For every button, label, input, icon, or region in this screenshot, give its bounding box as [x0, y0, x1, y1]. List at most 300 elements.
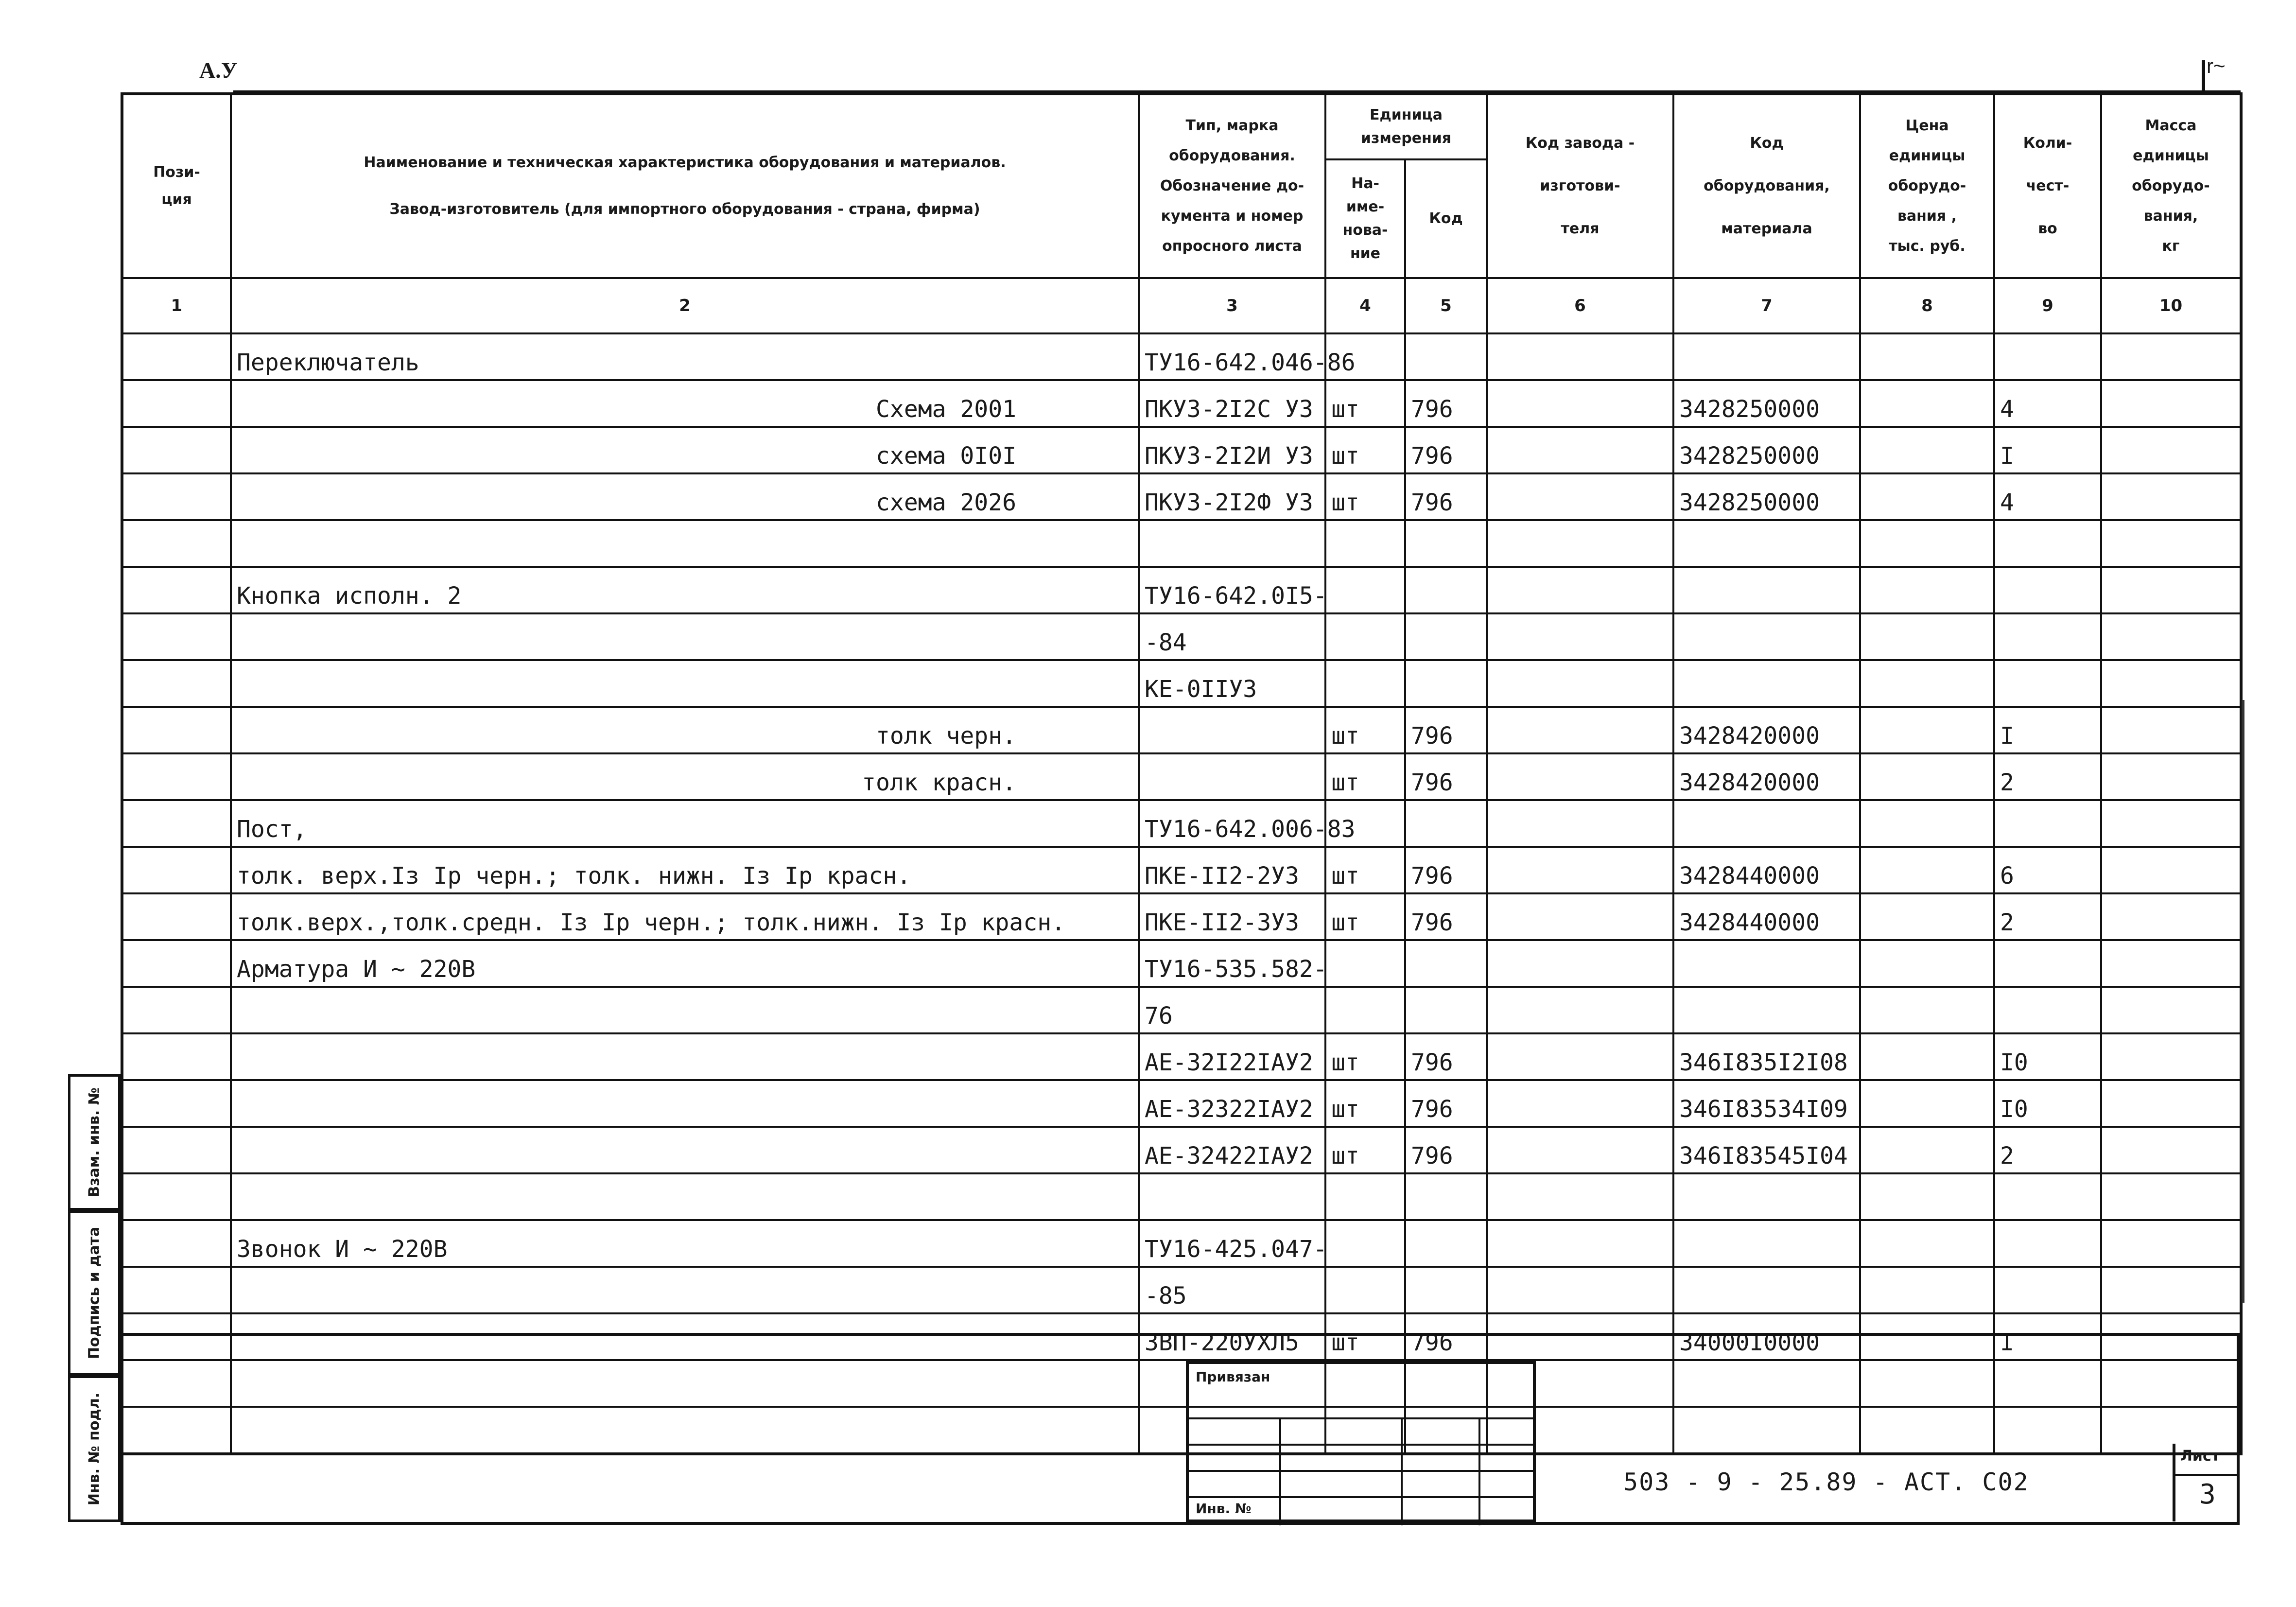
cell-equipment-code [1673, 800, 1860, 847]
cell-position [122, 707, 231, 753]
cell-name: толк.верх.,толк.средн. Iз Iр черн.; толк.нижн. Iз Iр красн. [231, 893, 1139, 940]
cell-price [1860, 1267, 1994, 1313]
cell-name [231, 1267, 1139, 1313]
header-factory-code: Код завода - изготови- теля [1487, 94, 1673, 278]
cell-price [1860, 613, 1994, 660]
cell-price [1860, 893, 1994, 940]
cell-factory-code [1487, 520, 1673, 567]
cell-unit: шт [1325, 707, 1405, 753]
stamp-line [1189, 1470, 1533, 1472]
table-row [122, 1267, 2241, 1313]
cell-price [1860, 987, 1994, 1033]
cell-name [231, 987, 1139, 1033]
cell-type: ТУ16-535.582- [1139, 940, 1325, 987]
cell-name: толк. верх.Iз Iр черн.; толк. нижн. Iз Iр красн. [231, 847, 1139, 893]
cell-quantity [1994, 567, 2101, 613]
cell-name [231, 520, 1139, 567]
cell-equipment-code: 3428250000 [1673, 473, 1860, 520]
cell-type: ТУ16-642.0I5- [1139, 567, 1325, 613]
cell-mass [2101, 753, 2241, 800]
cell-type: ПКЕ-II2-2УЗ [1139, 847, 1325, 893]
cell-factory-code [1487, 987, 1673, 1033]
cell-unit-code: 796 [1405, 847, 1487, 893]
cell-name: схема 0I0I [231, 427, 1139, 473]
table-row [122, 380, 2241, 427]
stamp-inventory-label: Инв. № [1196, 1501, 1252, 1517]
cell-equipment-code [1673, 1173, 1860, 1220]
cell-name [231, 1360, 1139, 1407]
table-row [122, 1313, 2241, 1360]
cell-type: -84 [1139, 613, 1325, 660]
cell-price [1860, 1033, 1994, 1080]
table-row [122, 847, 2241, 893]
cell-position [122, 333, 231, 380]
cell-mass [2101, 520, 2241, 567]
sheet-number: 3 [2199, 1479, 2216, 1510]
header-mass: Масса единицы оборудо- вания, кг [2101, 94, 2241, 278]
table-row [122, 567, 2241, 613]
cell-type [1139, 1173, 1325, 1220]
cell-position [122, 893, 231, 940]
cell-price [1860, 427, 1994, 473]
cell-type: ТУ16-425.047- [1139, 1220, 1325, 1267]
column-number: 7 [1673, 278, 1860, 333]
frame-line [121, 1333, 123, 1525]
cell-mass [2101, 893, 2241, 940]
header-name: Наименование и техническая характеристика оборудования и материалов. Завод-изготовитель (для импортного оборудования - страна, фирма) [231, 94, 1139, 278]
cell-equipment-code [1673, 660, 1860, 707]
cell-unit: шт [1325, 427, 1405, 473]
cell-position [122, 940, 231, 987]
cell-mass [2101, 660, 2241, 707]
cell-equipment-code [1673, 1360, 1860, 1407]
cell-factory-code [1487, 1173, 1673, 1220]
cell-type: ТУ16-642.046-86 [1139, 333, 1325, 380]
cell-name: толк черн. [231, 707, 1139, 753]
column-number: 3 [1139, 278, 1325, 333]
cell-unit [1325, 567, 1405, 613]
cell-name [231, 1313, 1139, 1360]
table-row [122, 1360, 2241, 1407]
cell-price [1860, 1220, 1994, 1267]
table-row [122, 707, 2241, 753]
cell-unit-code [1405, 940, 1487, 987]
cell-position [122, 1173, 231, 1220]
side-field-inventory: Инв. № подл. [68, 1376, 121, 1522]
cell-quantity [1994, 1407, 2101, 1454]
header-unit-name: На- име- нова- ние [1325, 159, 1405, 278]
cell-unit-code [1405, 800, 1487, 847]
column-number: 8 [1860, 278, 1994, 333]
cell-price [1860, 473, 1994, 520]
table-row [122, 940, 2241, 987]
cell-type [1139, 707, 1325, 753]
cell-type: ПКУЗ-2I2И УЗ [1139, 427, 1325, 473]
cell-unit-code: 796 [1405, 753, 1487, 800]
cell-unit: шт [1325, 1033, 1405, 1080]
table-row [122, 520, 2241, 567]
cell-mass [2101, 1220, 2241, 1267]
table-row [122, 893, 2241, 940]
cell-unit: шт [1325, 847, 1405, 893]
cell-price [1860, 1080, 1994, 1127]
cell-unit-code: 796 [1405, 473, 1487, 520]
cell-mass [2101, 567, 2241, 613]
cell-equipment-code [1673, 1407, 1860, 1454]
corner-mark: r~ [2207, 54, 2226, 77]
table-row [122, 1407, 2241, 1454]
cell-position [122, 1220, 231, 1267]
cell-price [1860, 753, 1994, 800]
cell-price [1860, 1313, 1994, 1360]
cell-equipment-code [1673, 987, 1860, 1033]
cell-mass [2101, 613, 2241, 660]
cell-price [1860, 520, 1994, 567]
cell-equipment-code: 3428250000 [1673, 427, 1860, 473]
header-type: Тип, марка оборудования. Обозначение до- кумента и номер опросного листа [1139, 94, 1325, 278]
cell-unit-code: 796 [1405, 893, 1487, 940]
cell-equipment-code: 34000I0000 [1673, 1313, 1860, 1360]
cell-mass [2101, 333, 2241, 380]
cell-quantity: I0 [1994, 1080, 2101, 1127]
cell-quantity: I [1994, 1313, 2101, 1360]
cell-position [122, 660, 231, 707]
cell-position [122, 1127, 231, 1173]
cell-unit-code: 796 [1405, 380, 1487, 427]
sheet-number-box [2173, 1444, 2240, 1521]
cell-position [122, 427, 231, 473]
cell-type: АЕ-32322IАУ2 [1139, 1080, 1325, 1127]
cell-price [1860, 1407, 1994, 1454]
cell-unit [1325, 1220, 1405, 1267]
cell-quantity [1994, 1360, 2101, 1407]
cell-position [122, 987, 231, 1033]
cell-unit [1325, 613, 1405, 660]
column-number: 6 [1487, 278, 1673, 333]
cell-unit-code [1405, 660, 1487, 707]
cell-price [1860, 567, 1994, 613]
cell-quantity: I [1994, 427, 2101, 473]
cell-unit-code: 796 [1405, 1033, 1487, 1080]
cell-position [122, 1360, 231, 1407]
cell-equipment-code: 3428440000 [1673, 893, 1860, 940]
cell-factory-code [1487, 1267, 1673, 1313]
cell-name [231, 1127, 1139, 1173]
cell-name [231, 660, 1139, 707]
cell-position [122, 1267, 231, 1313]
cell-price [1860, 660, 1994, 707]
header-quantity: Коли- чест- во [1994, 94, 2101, 278]
cell-mass [2101, 1313, 2241, 1360]
cell-unit [1325, 987, 1405, 1033]
cell-unit: шт [1325, 1080, 1405, 1127]
cell-unit: шт [1325, 1127, 1405, 1173]
cell-equipment-code [1673, 333, 1860, 380]
cell-factory-code [1487, 1033, 1673, 1080]
cell-factory-code [1487, 940, 1673, 987]
cell-type: АЕ-32I22IАУ2 [1139, 1033, 1325, 1080]
cell-mass [2101, 1267, 2241, 1313]
cell-factory-code [1487, 567, 1673, 613]
side-field-replacement: Взам. инв. № [68, 1074, 121, 1210]
cell-quantity [1994, 613, 2101, 660]
cell-mass [2101, 1173, 2241, 1220]
cell-unit-code [1405, 520, 1487, 567]
cell-equipment-code [1673, 520, 1860, 567]
cell-mass [2101, 800, 2241, 847]
column-number: 1 [122, 278, 231, 333]
cell-unit-code: 796 [1405, 707, 1487, 753]
cell-factory-code [1487, 1080, 1673, 1127]
cell-position [122, 800, 231, 847]
cell-factory-code [1487, 753, 1673, 800]
cell-price [1860, 1173, 1994, 1220]
document-code: 503 - 9 - 25.89 - АСТ. С02 [1623, 1468, 2029, 1496]
cell-quantity: 2 [1994, 753, 2101, 800]
cell-position [122, 1033, 231, 1080]
cell-unit [1325, 1173, 1405, 1220]
cell-type: -85 [1139, 1267, 1325, 1313]
table-row [122, 1127, 2241, 1173]
cell-type: ЗВП-220УХЛ5 [1139, 1313, 1325, 1360]
cell-equipment-code: 346I83545I04 [1673, 1127, 1860, 1173]
cell-type: 76 [1139, 987, 1325, 1033]
cell-quantity: 2 [1994, 893, 2101, 940]
cell-unit-code [1405, 987, 1487, 1033]
cell-position [122, 567, 231, 613]
cell-name: толк красн. [231, 753, 1139, 800]
cell-factory-code [1487, 473, 1673, 520]
cell-type: ПКЕ-II2-3УЗ [1139, 893, 1325, 940]
cell-unit-code [1405, 1173, 1487, 1220]
cell-unit: шт [1325, 1313, 1405, 1360]
cell-price [1860, 940, 1994, 987]
cell-unit-code [1405, 613, 1487, 660]
cell-name: Пост, [231, 800, 1139, 847]
cell-equipment-code: 3428420000 [1673, 753, 1860, 800]
cell-unit: шт [1325, 893, 1405, 940]
stamp-line [1189, 1444, 1533, 1446]
cell-unit-code: 796 [1405, 1313, 1487, 1360]
cell-name: схема 2026 [231, 473, 1139, 520]
cell-position [122, 753, 231, 800]
cell-position [122, 1407, 231, 1454]
cell-name [231, 613, 1139, 660]
cell-factory-code [1487, 893, 1673, 940]
sheet-box-divider [2175, 1474, 2240, 1476]
cell-factory-code [1487, 380, 1673, 427]
cell-quantity: 6 [1994, 847, 2101, 893]
cell-unit [1325, 1267, 1405, 1313]
cell-unit-code: 796 [1405, 1080, 1487, 1127]
cell-name: Арматура И ~ 220В [231, 940, 1139, 987]
cell-price [1860, 333, 1994, 380]
cell-factory-code [1487, 1313, 1673, 1360]
header-price: Цена единицы оборудо- вания , тыс. руб. [1860, 94, 1994, 278]
cell-position [122, 473, 231, 520]
stamp-line [1401, 1417, 1403, 1525]
cell-quantity: I [1994, 707, 2101, 753]
cell-factory-code [1487, 660, 1673, 707]
cell-factory-code [1487, 613, 1673, 660]
cell-mass [2101, 847, 2241, 893]
specification-table [121, 92, 2243, 1455]
cell-mass [2101, 380, 2241, 427]
cell-factory-code [1487, 847, 1673, 893]
cell-unit: шт [1325, 473, 1405, 520]
corner-tick [2202, 60, 2205, 94]
table-row [122, 660, 2241, 707]
binding-stamp [1186, 1361, 1536, 1522]
table-body [122, 333, 2241, 1454]
cell-equipment-code: 346I83534I09 [1673, 1080, 1860, 1127]
table-row [122, 333, 2241, 380]
cell-mass [2101, 940, 2241, 987]
cell-name [231, 1080, 1139, 1127]
table-row [122, 1080, 2241, 1127]
stamp-line [1279, 1417, 1281, 1525]
table-row [122, 1220, 2241, 1267]
header-equipment-code: Код оборудования, материала [1673, 94, 1860, 278]
cell-type: КЕ-0IIУЗ [1139, 660, 1325, 707]
cell-unit-code [1405, 567, 1487, 613]
table-row [122, 800, 2241, 847]
cell-quantity: 4 [1994, 473, 2101, 520]
cell-unit-code: 796 [1405, 1127, 1487, 1173]
cell-quantity [1994, 987, 2101, 1033]
cell-type [1139, 753, 1325, 800]
cell-type: ПКУЗ-2I2Ф УЗ [1139, 473, 1325, 520]
cell-unit [1325, 660, 1405, 707]
cell-name [231, 1407, 1139, 1454]
cell-position [122, 847, 231, 893]
cell-price [1860, 1127, 1994, 1173]
cell-factory-code [1487, 333, 1673, 380]
cell-quantity: I0 [1994, 1033, 2101, 1080]
binding-edge-line [2242, 700, 2244, 1303]
cell-name: Переключатель [231, 333, 1139, 380]
cell-mass [2101, 1360, 2241, 1407]
cell-name [231, 1173, 1139, 1220]
table-row [122, 1033, 2241, 1080]
cell-position [122, 380, 231, 427]
cell-mass [2101, 987, 2241, 1033]
table-row [122, 753, 2241, 800]
cell-quantity [1994, 660, 2101, 707]
column-number: 2 [231, 278, 1139, 333]
stamp-line [1478, 1417, 1480, 1525]
cell-quantity: 4 [1994, 380, 2101, 427]
cell-price [1860, 1360, 1994, 1407]
cell-equipment-code [1673, 567, 1860, 613]
cell-name: Кнопка исполн. 2 [231, 567, 1139, 613]
cell-quantity: 2 [1994, 1127, 2101, 1173]
stamp-title: Привязан [1196, 1369, 1270, 1385]
cell-unit [1325, 520, 1405, 567]
cell-mass [2101, 427, 2241, 473]
column-number: 5 [1405, 278, 1487, 333]
cell-factory-code [1487, 427, 1673, 473]
cell-unit-code [1405, 1220, 1487, 1267]
cell-price [1860, 847, 1994, 893]
cell-factory-code [1487, 1127, 1673, 1173]
cell-price [1860, 800, 1994, 847]
cell-factory-code [1487, 707, 1673, 753]
cell-position [122, 520, 231, 567]
cell-mass [2101, 707, 2241, 753]
sheet-top-label: А.У [199, 58, 238, 83]
cell-unit-code [1405, 333, 1487, 380]
cell-factory-code [1487, 1220, 1673, 1267]
cell-equipment-code [1673, 940, 1860, 987]
cell-type: ПКУЗ-2I2С УЗ [1139, 380, 1325, 427]
cell-price [1860, 707, 1994, 753]
cell-quantity [1994, 1267, 2101, 1313]
frame-line [121, 1333, 2240, 1336]
cell-mass [2101, 1033, 2241, 1080]
header-position: Пози- ция [122, 94, 231, 278]
column-number: 4 [1325, 278, 1405, 333]
cell-unit: шт [1325, 753, 1405, 800]
stamp-line [1189, 1417, 1533, 1419]
cell-quantity [1994, 800, 2101, 847]
cell-mass [2101, 1127, 2241, 1173]
cell-quantity [1994, 940, 2101, 987]
cell-equipment-code [1673, 613, 1860, 660]
cell-equipment-code: 3428250000 [1673, 380, 1860, 427]
cell-equipment-code: 3428440000 [1673, 847, 1860, 893]
cell-name [231, 1033, 1139, 1080]
header-unit-group: Единица измерения [1325, 94, 1487, 159]
cell-quantity [1994, 1173, 2101, 1220]
cell-type: АЕ-32422IАУ2 [1139, 1127, 1325, 1173]
table-row [122, 473, 2241, 520]
table-row [122, 613, 2241, 660]
cell-equipment-code [1673, 1220, 1860, 1267]
column-number: 9 [1994, 278, 2101, 333]
side-field-signature: Подпись и дата [68, 1210, 121, 1376]
cell-unit [1325, 940, 1405, 987]
cell-position [122, 1313, 231, 1360]
cell-equipment-code [1673, 1267, 1860, 1313]
cell-factory-code [1487, 800, 1673, 847]
cell-quantity [1994, 333, 2101, 380]
table-row [122, 987, 2241, 1033]
cell-position [122, 613, 231, 660]
table-row [122, 427, 2241, 473]
cell-unit-code [1405, 1267, 1487, 1313]
cell-unit: шт [1325, 380, 1405, 427]
cell-equipment-code: 346I835I2I08 [1673, 1033, 1860, 1080]
column-number: 10 [2101, 278, 2241, 333]
cell-name: Схема 2001 [231, 380, 1139, 427]
cell-quantity [1994, 1220, 2101, 1267]
sheet-label: Лист [2180, 1448, 2220, 1465]
cell-position [122, 1080, 231, 1127]
cell-price [1860, 380, 1994, 427]
cell-equipment-code: 3428420000 [1673, 707, 1860, 753]
cell-name: Звонок И ~ 220В [231, 1220, 1139, 1267]
stamp-line [1189, 1496, 1533, 1498]
cell-mass [2101, 473, 2241, 520]
cell-type [1139, 520, 1325, 567]
frame-line [121, 1522, 2240, 1525]
cell-type: ТУ16-642.006-83 [1139, 800, 1325, 847]
cell-quantity [1994, 520, 2101, 567]
cell-unit-code: 796 [1405, 427, 1487, 473]
table-row [122, 1173, 2241, 1220]
header-unit-code: Код [1405, 159, 1487, 278]
